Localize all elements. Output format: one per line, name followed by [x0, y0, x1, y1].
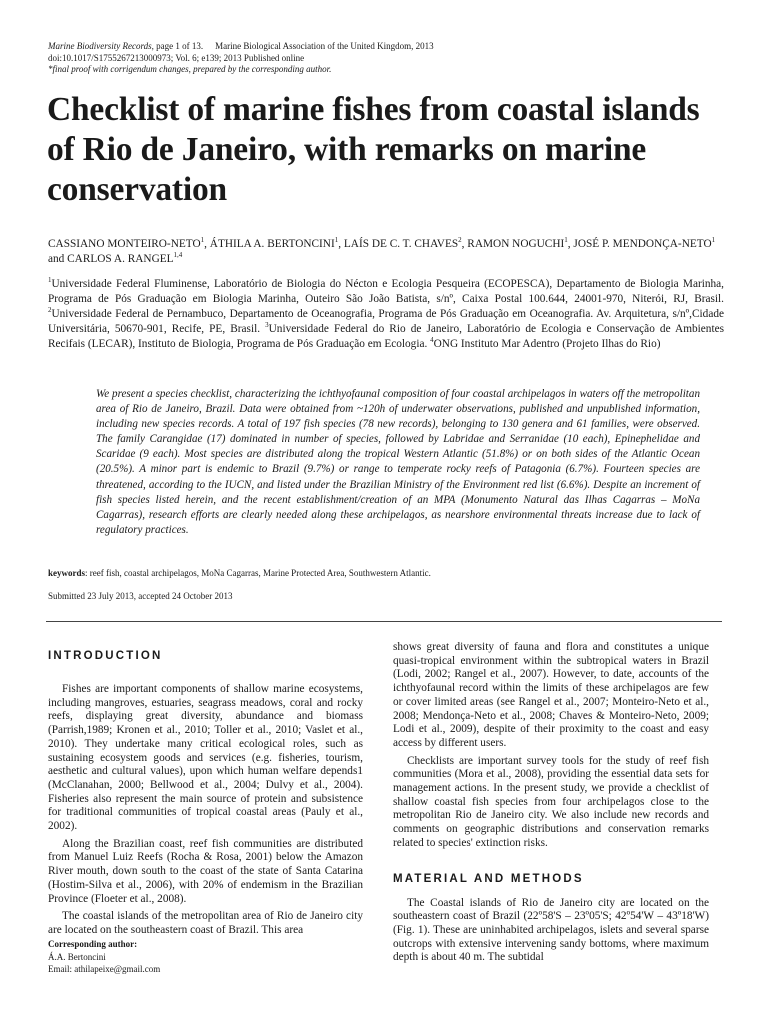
author-name: ÁTHILA A. BERTONCINI$^1$: [209, 236, 339, 250]
right-column: [393, 641, 709, 965]
author-affiliation-mark: 1: [334, 236, 339, 245]
affiliations: [48, 277, 724, 352]
author-name: LAÍS DE C. T. CHAVES$^2$: [343, 236, 462, 250]
author-list: CASSIANO MONTEIRO-NETO$^1$, ÁTHILA A. BERTONCINI$^1$, LAÍS DE C. T. CHAVES$^2$, RAMON NOGUCHI$^1$, JOSÉ P. MENDONÇA-NETO$^1$ and CARLOS A. RANGEL$^{1,4}$: [48, 236, 716, 265]
corresponding-email: Email: athilapeixe@gmail.com: [48, 964, 161, 974]
affiliation-text: Universidade Federal do Rio de Janeiro, Laboratório de Ecologia e Conservação de Ambientes Recifais (LECAR), Instituto de Biologia, Programa de Pós Graduação em Ecologia.: [48, 323, 725, 350]
introduction-heading: INTRODUCTION: [48, 650, 163, 662]
keywords-text: : reef fish, coastal archipelagos, MoNa Cagarras, Marine Protected Area, Southwestern Atlantic.: [85, 568, 431, 578]
citation-line: [48, 41, 434, 53]
author-affiliation-mark: 1: [711, 236, 716, 245]
intro-paragraph: Fishes are important components of shallow marine ecosystems, including mangroves, estuaries, seagrass meadows, coral and rocky reefs, displaying great diversity, abundance and biomass (Parrish,1989; Kronen et al., 2010; Toller et al., 2010; Vaslet et al., 2010). They undertake many critical ecological roles, such as sustaining ecosystem goods and services (e.g. fisheries, tourism, aesthetic and cultural values), upon which human welfare depends1 (McClanahan, 2000; Bellwood et al., 2004; Dulvy et al., 2004). Fisheries also represent the main source of protein and subsistence for traditional communities of tropical coastal areas (Pauly et al., 2002).: [48, 683, 363, 833]
article-title: Checklist of marine fishes from coastal islands of Rio de Janeiro, with remarks on marine conservation: [47, 91, 700, 208]
affiliation-mark: 2: [48, 306, 52, 315]
author-name: RAMON NOGUCHI$^1$: [467, 236, 568, 250]
corresponding-author: [48, 938, 160, 976]
corresponding-name: Á.A. Bertoncini: [48, 951, 106, 962]
author-affiliation-mark: 1: [200, 236, 205, 245]
left-column: [48, 650, 363, 938]
affiliation-text: Universidade Federal Fluminense, Laboratório de Biologia do Nécton e Ecologia Pesqueira (ECOPESCA), Departamento de Biologia Marinha, Programa de Pós Graduação em Biologia Marinha, Outeiro São João Batista, s/nº, Caixa Postal 100.644, 24001-970, Niterói, RJ, Brasil.: [48, 278, 724, 305]
affiliation-mark: 1: [48, 276, 52, 285]
abstract: We present a species checklist, characterizing the ichthyofaunal composition of four coastal archipelagos in waters off the metropolitan area of Rio de Janeiro, Brazil. Data were obtained from ~120h of underwater observations, published and unpublished information, including new species records. A total of 197 fish species (78 new records), belonging to 130 genera and 61 families, were observed. The family Carangidae (17) dominated in number of species, followed by Labridae and Serranidae (10 each), Epinephelidae and Scaridae (9 each). Most species are distributed along the tropical Western Atlantic (51.8%) or on both sides of the Atlantic Ocean (20.5%). A minor part is endemic to Brazil (9.7%) or range to temperate rocky reefs of Patagonia (6.7%). Fourteen species are threatened, according to the IUCN, and listed under the Brazilian Ministry of the Environment red list (6.6%). Despite an increment of fish species listed herein, and the recent establishment/creation of an MPA (Monumento Natural das Ilhas Cagarras – MoNa Cagarras), research efforts are clearly needed along these archipelagos, as nearshore environmental threats increase due to lack of regulatory practices.: [96, 388, 700, 536]
doi-line: doi:10.1017/S1755267213000973; Vol. 6; e139; 2013 Published online: [48, 52, 305, 63]
affiliation-mark: 4: [430, 336, 434, 345]
section-divider: [46, 621, 722, 622]
intro-paragraph: Checklists are important survey tools for the study of reef fish communities (Mora et al., 2008), providing the essential data sets for management actions. In the present study, we provide a checklist of shallow coastal fish species from four archipelagos close to the metropolitan Rio de Janeiro city. We also include new records and comments on geographic distributions and conservation remarks related to species' extinction risks.: [393, 754, 709, 849]
intro-paragraph: Along the Brazilian coast, reef fish communities are distributed from Manuel Luiz Reefs (Rocha & Rosa, 2001) below the Amazon River mouth, down south to the coast of the state of Santa Catarina (Hostim-Silva et al., 2006), with 20% of endemism in the Brazilian Province (Floeter et al., 2008).: [48, 837, 363, 905]
page-info: page 1 of 13.: [156, 41, 204, 51]
publisher: Marine Biological Association of the United Kingdom, 2013: [215, 41, 434, 51]
author-affiliation-mark: 1: [564, 236, 568, 245]
intro-paragraph-continued: shows great diversity of fauna and flora and constitutes a unique quasi-tropical environment within the subtropical waters in Brazil (Lodi, 2002; Rangel et al., 2007). However, to date, accounts of the ichthyofaunal record within the limits of these archipelagos are few or cover limited areas (see Rangel et al., 2007; Monteiro-Neto et al., 2008; Mendonça-Neto et al., 2008; Chaves & Monteiro-Neto, 2009; Lodi et al., 2009), despite of their proximity to the coast and easy access by different users.: [393, 641, 709, 749]
keywords-label: keywords: [48, 568, 86, 578]
journal-name: Marine Biodiversity Records,: [48, 41, 154, 51]
author-name: CASSIANO MONTEIRO-NETO$^1$: [48, 236, 205, 250]
author-affiliation-mark: 2: [458, 236, 462, 245]
methods-paragraph: The Coastal islands of Rio de Janeiro city are located on the southeastern coast of Brazil (22º58'S – 23º05'S; 42º54'W – 43º18'W) (Fig. 1). These are uninhabited archipelagos, islets and several sparse outcrops with extensive intervening sandy bottoms, where maximum depth is about 40 m. The subtidal: [393, 896, 709, 964]
author-name: JOSÉ P. MENDONÇA-NETO$^1$: [573, 236, 716, 250]
intro-paragraph: The coastal islands of the metropolitan area of Rio de Janeiro city are located on the southeastern coast of Brazil. This area: [48, 910, 363, 936]
corresponding-label: Corresponding author:: [48, 939, 138, 949]
author-affiliation-mark: 1,4: [173, 250, 183, 259]
keywords: [48, 568, 431, 578]
affiliation-text: Universidade Federal de Pernambuco, Departamento de Oceanografia, Programa de Pós Graduação em Oceanografia. Av. Arquitetura, s/nº,Cidade Universitária, 50670-901, Recife, PE, Brasil.: [48, 308, 724, 335]
methods-heading: MATERIAL AND METHODS: [393, 872, 584, 885]
author-name: CARLOS A. RANGEL$^{1,4}$: [67, 250, 183, 265]
proof-note: *final proof with corrigendum changes, prepared by the corresponding author.: [48, 64, 332, 74]
affiliation-mark: 3: [265, 321, 269, 330]
submission-dates: Submitted 23 July 2013, accepted 24 October 2013: [48, 591, 233, 601]
affiliation-text: ONG Instituto Mar Adentro (Projeto Ilhas do Rio): [433, 338, 661, 350]
running-header: [48, 41, 434, 76]
